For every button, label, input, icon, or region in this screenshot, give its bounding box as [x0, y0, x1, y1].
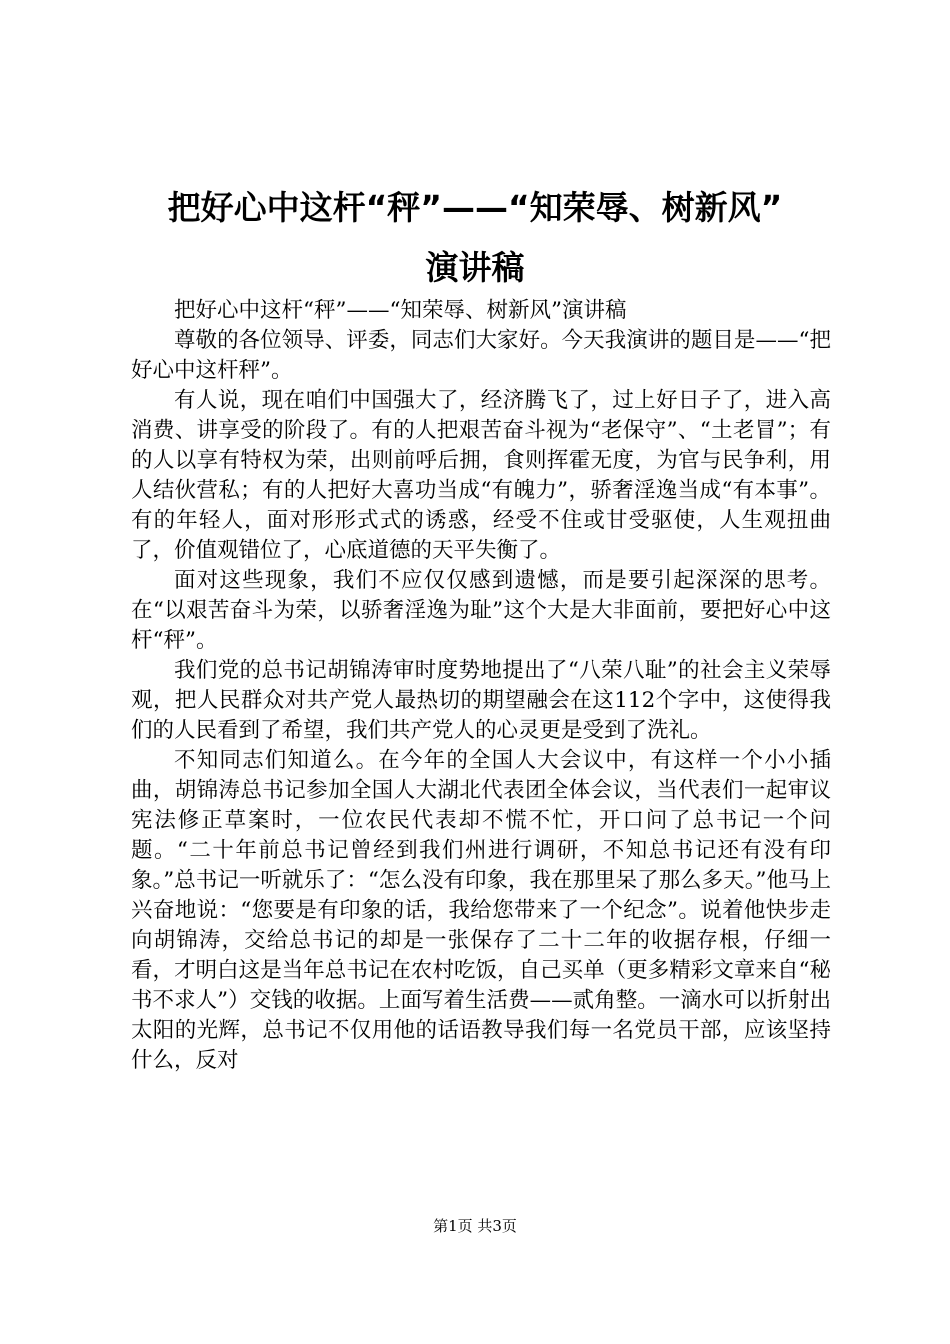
- page-footer: 第1页 共3页: [433, 1217, 517, 1235]
- paragraph: 我们党的总书记胡锦涛审时度势地提出了“八荣八耻”的社会主义荣辱观，把人民群众对共产党人最热切的期望融会在这112个字中，这使得我们的人民看到了希望，我们共产党人的心灵更是受到了洗礼。: [131, 658, 831, 743]
- paragraph: 不知同志们知道么。在今年的全国人大会议中，有这样一个小小插曲，胡锦涛总书记参加全国人大湖北代表团全体会议，当代表们一起审议宪法修正草案时，一位农民代表却不慌不忙，开口问了总书记一个问题。“二十年前总书记曾经到我们州进行调研，不知总书记还有没有印象。”总书记一听就乐了：“怎么没有印象，我在那里呆了那么多天。”他马上兴奋地说：“您要是有印象的话，我给您带来了一个纪念”。说着他快步走向胡锦涛，交给总书记的却是一张保存了二十二年的收据存根，仔细一看，才明白这是当年总书记在农村吃饭，自己买单（更多精彩文章来自“秘书不求人”）交钱的收据。上面写着生活费——贰角整。一滴水可以折射出太阳的光辉，总书记不仅用他的话语教导我们每一名党员干部，应该坚持什么，反对: [131, 748, 831, 1073]
- paragraph: 有人说，现在咱们中国强大了，经济腾飞了，过上好日子了，进入高消费、讲享受的阶段了。有的人把艰苦奋斗视为“老保守”、“土老冒”；有的人以享有特权为荣，出则前呼后拥，食则挥霍无度，为官与民争利，用人结伙营私；有的人把好大喜功当成“有魄力”，骄奢淫逸当成“有本事”。有的年轻人，面对形形式式的诱惑，经受不住或甘受驱使，人生观扭曲了，价值观错位了，心底道德的天平失衡了。: [131, 388, 831, 563]
- document-title-line1: 把好心中这杆“秤”——“知荣辱、树新风”: [167, 188, 783, 227]
- document-body: [131, 296, 831, 1076]
- document-title-line2: 演讲稿: [425, 248, 525, 287]
- paragraph: 把好心中这杆“秤”——“知荣辱、树新风”演讲稿: [174, 298, 627, 323]
- paragraph: 尊敬的各位领导、评委，同志们大家好。今天我演讲的题目是——“把好心中这杆秤”。: [131, 328, 831, 383]
- paragraph: 面对这些现象，我们不应仅仅感到遗憾，而是要引起深深的思考。在“以艰苦奋斗为荣，以骄奢淫逸为耻”这个大是大非面前，要把好心中这杆“秤”。: [131, 568, 831, 653]
